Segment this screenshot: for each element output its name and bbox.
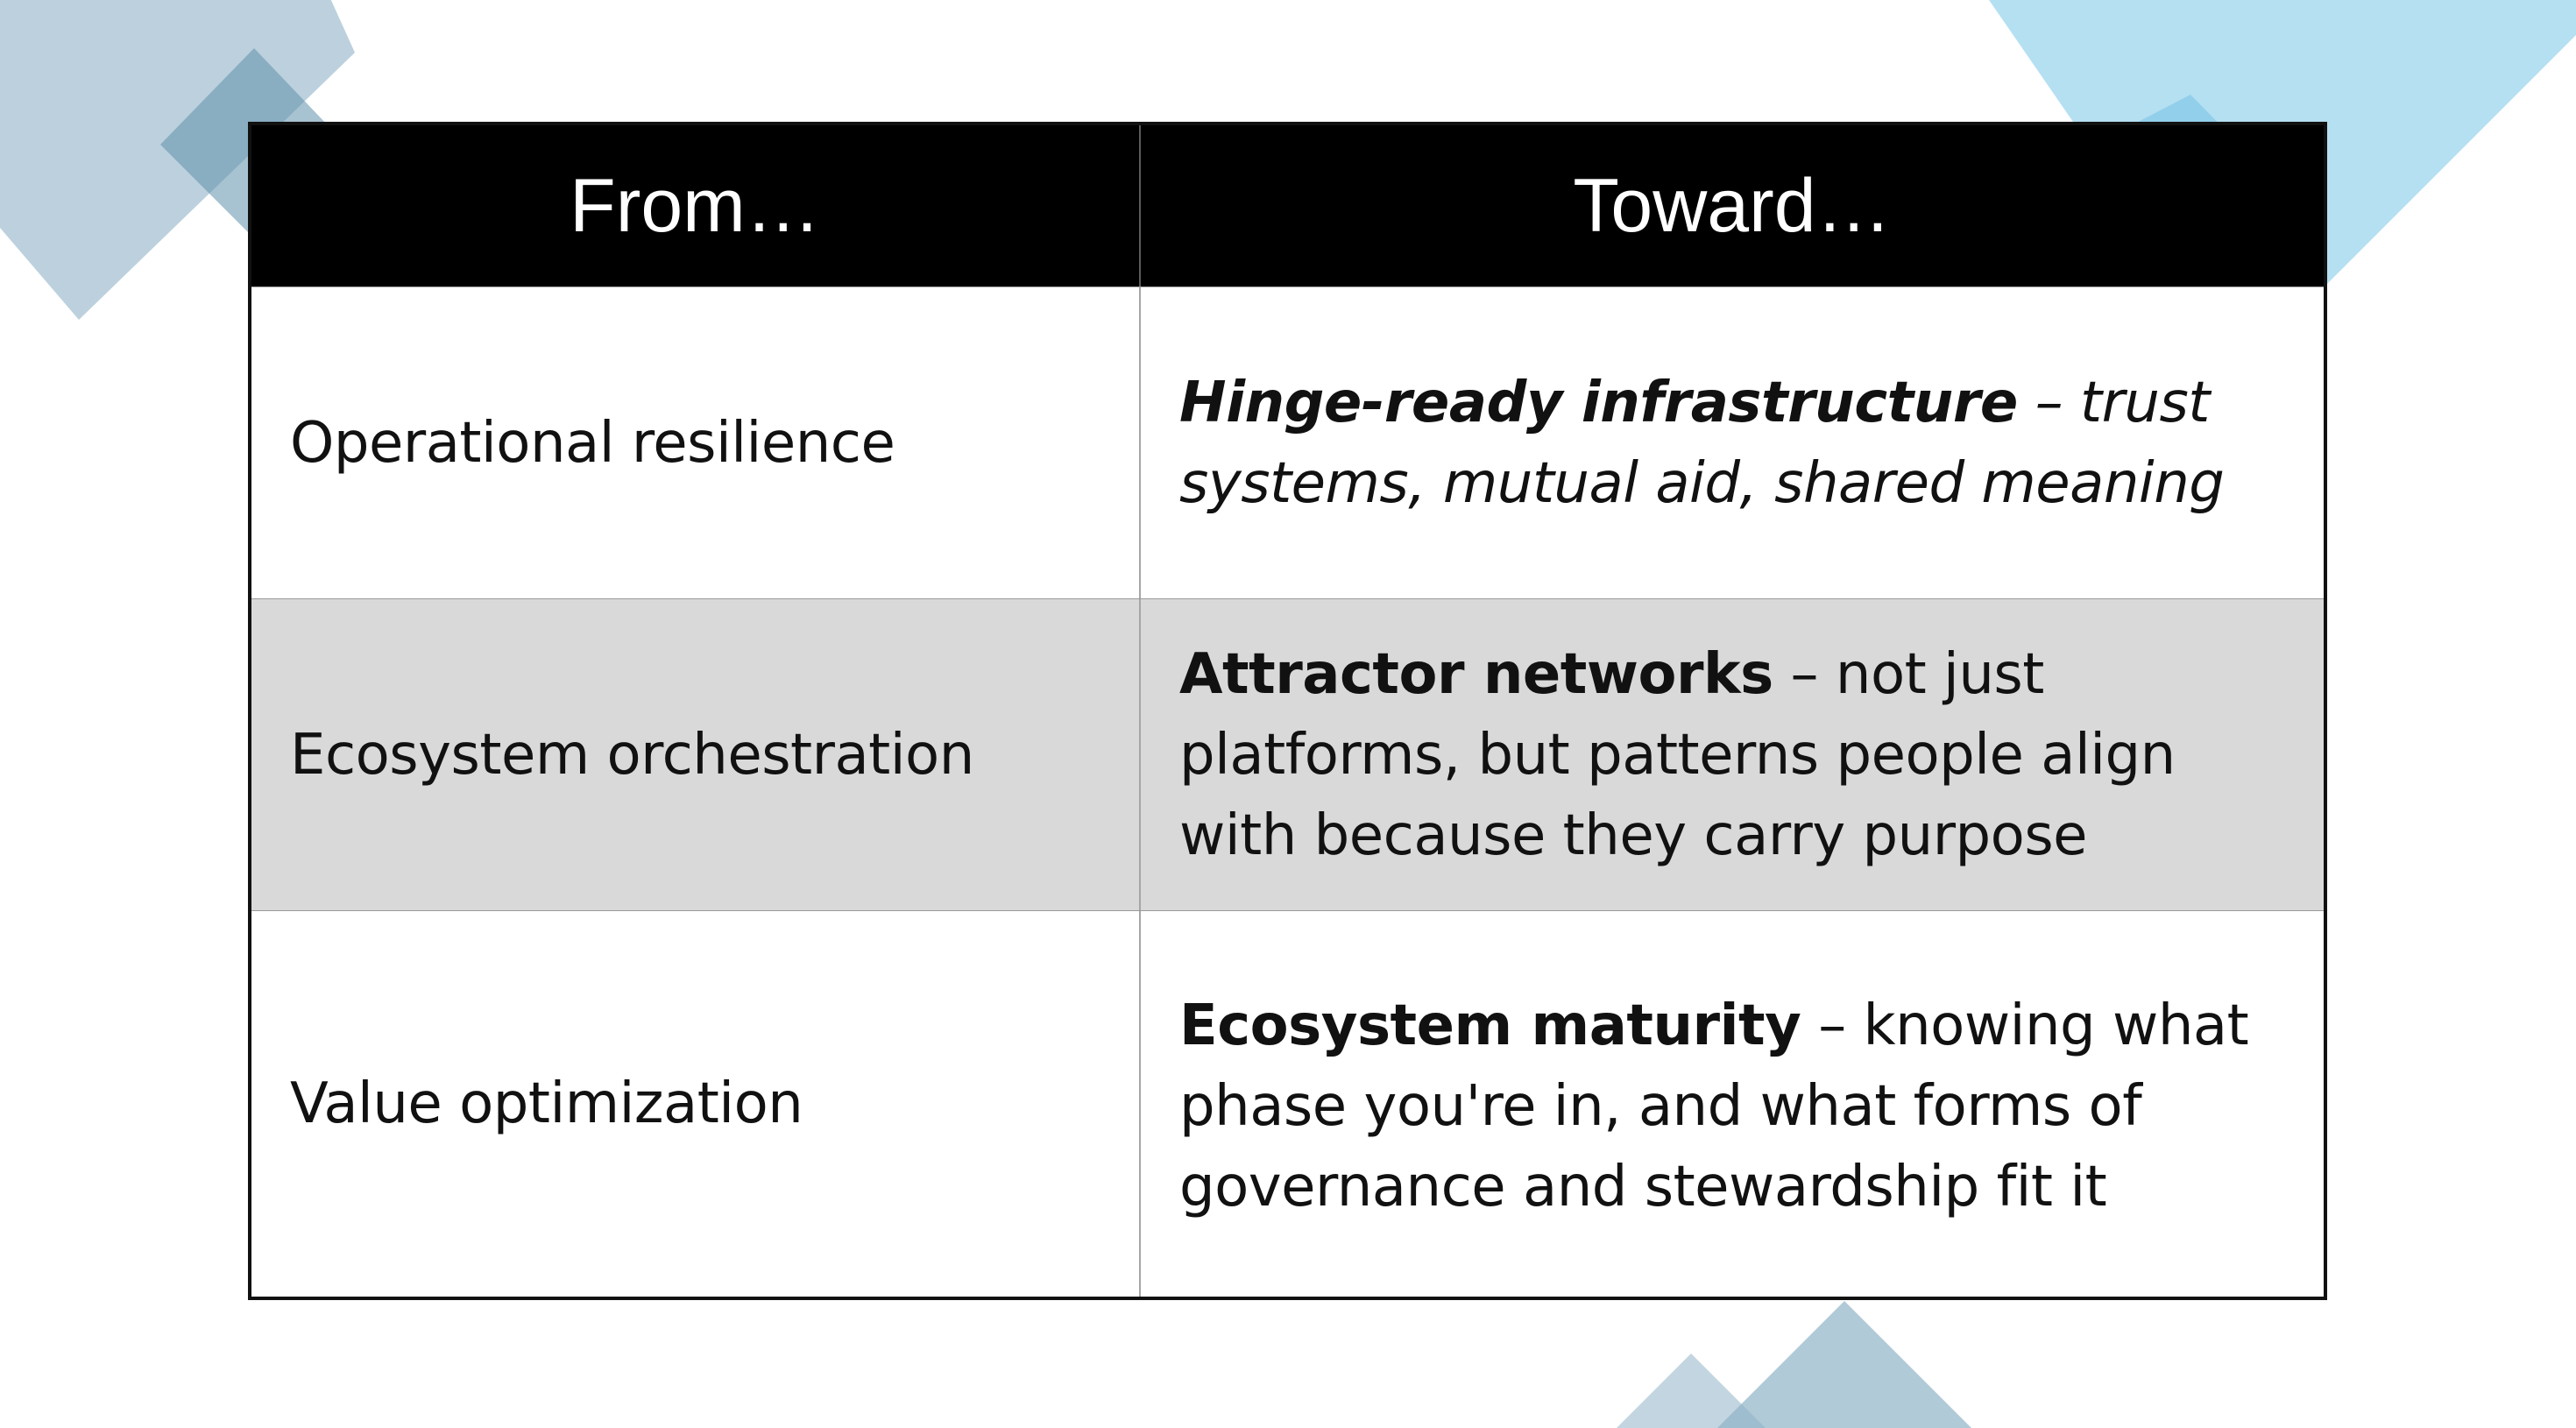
from-text: Ecosystem orchestration	[290, 722, 974, 788]
toward-description: – trust systems, mutual aid, shared meaning	[1179, 370, 2225, 516]
toward-bold-term: Hinge-ready infrastructure	[1179, 370, 2018, 435]
table-row	[251, 910, 2324, 1297]
deco-diamond-bottom-large	[1717, 1301, 1971, 1428]
toward-bold-term: Ecosystem maturity	[1179, 993, 1801, 1058]
deco-diamond-bottom-small	[1617, 1354, 1766, 1428]
toward-cell	[1139, 911, 2324, 1297]
comparison-table	[248, 122, 2327, 1300]
header-cell-toward	[1139, 125, 2324, 286]
from-cell	[251, 911, 1139, 1297]
header-cell-from	[251, 125, 1139, 286]
toward-text	[1179, 980, 2289, 1227]
table-row	[251, 598, 2324, 910]
toward-cell	[1139, 287, 2324, 598]
toward-cell	[1139, 599, 2324, 910]
toward-description: – not just platforms, but patterns people align with because they carry purpose	[1179, 641, 2176, 868]
toward-text	[1179, 634, 2289, 876]
toward-description: – knowing what phase you're in, and what forms of governance and stewardship fit it	[1179, 993, 2249, 1219]
header-toward-label: Toward…	[1573, 164, 1892, 248]
from-text: Operational resilience	[290, 410, 895, 476]
toward-text	[1179, 363, 2289, 524]
from-cell	[251, 287, 1139, 598]
table-header-row	[251, 125, 2324, 286]
header-from-label: From…	[570, 164, 821, 248]
from-text: Value optimization	[290, 1071, 803, 1136]
table-row	[251, 286, 2324, 598]
toward-bold-term: Attractor networks	[1179, 641, 1773, 707]
from-cell	[251, 599, 1139, 910]
